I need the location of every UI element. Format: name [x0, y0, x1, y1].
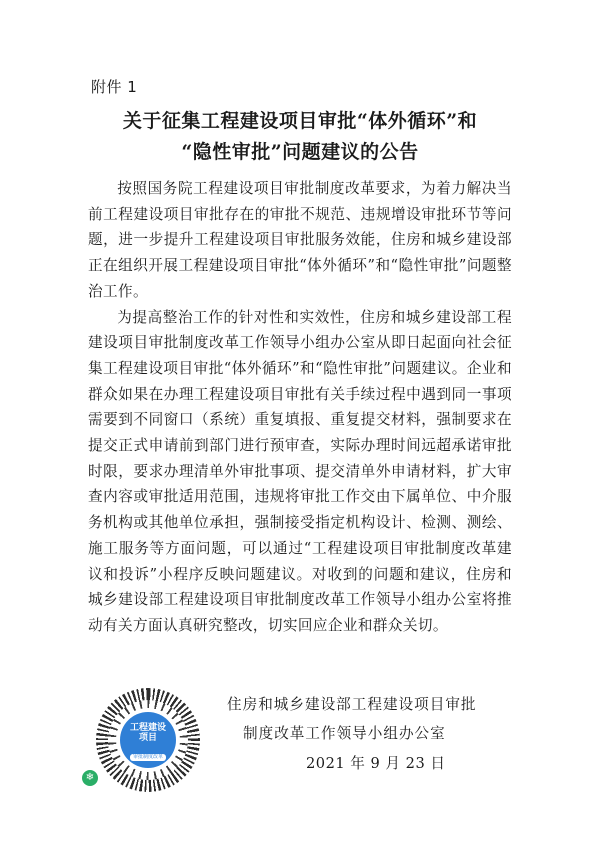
page-title-line-1: 关于征集工程建设项目审批“体外循环”和 [122, 110, 478, 132]
signature-org-line-2: 制度改革工作领导小组办公室 [243, 725, 446, 742]
signature-date: 2021 年 9 月 23 日 [306, 755, 446, 772]
announcement-body [88, 176, 512, 639]
page-title-line-2: “隐性审批”问题建议的公告 [181, 141, 419, 163]
mini-program-code[interactable] [96, 688, 200, 792]
paragraph-1: 按照国务院工程建设项目审批制度改革要求，为着力解决当前工程建设项目审批存在的审批不规范、违规增设审批环节等问题，进一步提升工程建设项目审批服务效能，住房和城乡建设部正在组织开展工程建设项目审批“体外循环”和“隐性审批”问题整治工作。 [88, 180, 512, 300]
badge-line-1: 工程建设 [129, 723, 166, 733]
badge-line-2: 项目 [138, 733, 157, 743]
mini-program-badge [120, 712, 176, 768]
signature-org-line-1: 住房和城乡建设部工程建设项目审批 [227, 696, 477, 713]
paragraph-2: 为提高整治工作的针对性和实效性，住房和城乡建设部工程建设项目审批制度改革工作领导小组办公室从即日起面向社会征集工程建设项目审批“体外循环”和“隐性审批”问题建议。企业和群众如果在办理工程建设项目审批有关手续过程中遇到同一事项需要到不同窗口（系统）重复填报、重复提交材料，强制要求在提交正式申请前到部门进行预审查，实际办理时间远超承诺审批时限，要求办理清单外审批事项、提交清单外申请材料，扩大审查内容或审批适用范围，违规将审批工作交由下属单位、中介服务机构或其他单位承担，强制接受指定机构设计、检测、测绘、施工服务等方面问题，可以通过“工程建设项目审批制度改革建议和投诉”小程序反映问题建议。对收到的问题和建议，住房和城乡建设部工程建设项目审批制度改革工作领导小组办公室将推动有关方面认真研究整改，切实回应企业和群众关切。 [88, 308, 512, 634]
badge-line-3: 审批制度改革 [130, 754, 166, 761]
wechat-miniprogram-icon: ❄ [82, 770, 98, 786]
attachment-label: 附件 1 [91, 78, 138, 96]
